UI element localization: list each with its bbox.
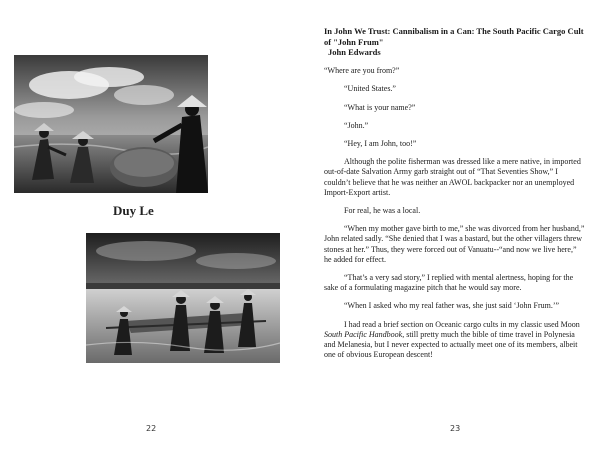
right-page — [300, 0, 600, 450]
artist-name: Duy Le — [113, 203, 154, 218]
page-number-left: 22 — [146, 424, 157, 433]
story-title: In John We Trust: Cannibalism in a Can: The South Pacific Cargo Cult of "John Frum" — [324, 26, 584, 47]
body-paragraph: “When my mother gave birth to me,” she was divorced from her husband,” John related sadly. “She denied that I was a bastard, but the other villagers threw stones at her.” Thus, they were forced out of Vanuatu--“and now we live here,” he added for effect. — [324, 224, 585, 264]
body-paragraph: For real, he was a local. — [344, 206, 421, 216]
fishermen-photo-top — [14, 55, 208, 193]
dialogue-line: “Where are you from?” — [324, 66, 400, 76]
page-number-right: 23 — [450, 424, 461, 433]
body-text-segment: , still pretty much the bible of time travel in Polynesia and Melanesia, but I never expected to actually meet one of its members, albeit one of obvious European descent! — [324, 329, 578, 360]
book-title-italic: South Pacific Handbook — [324, 329, 403, 339]
dialogue-line: “What is your name?” — [344, 102, 416, 112]
fishermen-photo-bottom — [86, 233, 280, 363]
body-text-segment: I had read a brief section on Oceanic cargo cults in my classic used Moon — [344, 319, 580, 329]
dialogue-line: “Hey, I am John, too!” — [344, 139, 417, 149]
body-paragraph-last — [324, 320, 586, 361]
dialogue-line: “John.” — [344, 120, 369, 130]
body-paragraph: Although the polite fisherman was dressed like a mere native, in imported out-of-date Salvation Army garb straight out of “That Seventies Show,” I couldn’t believe that he was neither an AWOL backpacker nor an unemployed Import-Export artist. — [324, 157, 581, 197]
dialogue-line: “United States.” — [344, 84, 396, 94]
story-text-column — [324, 26, 586, 368]
body-paragraph: “When I asked who my real father was, she just said ‘John Frum.’” — [344, 301, 560, 311]
story-byline: John Edwards — [328, 47, 381, 57]
body-paragraph: “That’s a very sad story,” I replied with mental alertness, hoping for the sake of a formulating magazine pitch that he would say more. — [324, 273, 574, 293]
